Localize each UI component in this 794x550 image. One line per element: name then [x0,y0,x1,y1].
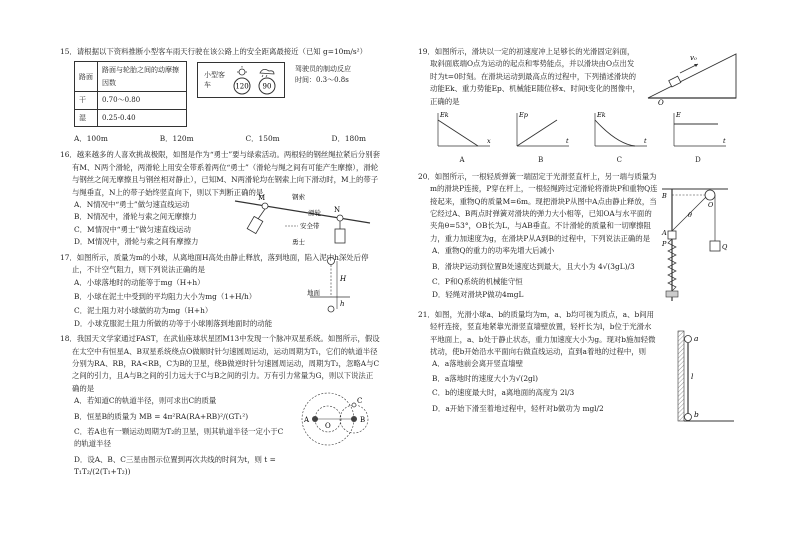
option-d: D．M情况中，滑轮与索之间有摩擦力 [74,237,199,247]
question-stem: 15．请根据以下资料推断小型客车雨天行驶在该公路上的安全距离最接近（已知 g=10m/s²） [60,47,368,56]
question-stem: 19．如图所示，滑块以一定的初速度冲上足够长的光滑固定斜面，取斜面底端O点为运动的起点和零势能点，并以滑块由O点出发时为t=0时刻。在滑块运动到最高点的过程中，下列描述滑块的动能Ek、重力势能Ep、机械能E随位移x、时间t变化的图像中，正确的是 [418,47,640,106]
question-stem: 17．如图所示，质量为m的小球，从离地面H高处由静止释放，落到地面，陷入泥中h深处后停止，不计空气阻力，则下列说法正确的是 [60,252,369,275]
rain-icon [260,70,274,78]
graph-x-label: t [644,137,647,146]
option-d: D．180m [331,134,366,144]
option-c: C．b的速度最大时，a离地面的高度为 2l/3 [432,388,575,398]
question-15 [60,46,380,145]
graph-y-label: E [675,111,681,120]
option-a: A．100m [74,134,108,144]
label-b: B [360,416,366,425]
question-stem: 20．如图所示，一根轻质弹簧一端固定于光滑竖直杆上，另一端与质量为m的滑块P连接，P穿在杆上，一根轻绳跨过定滑轮将滑块P和重物Q连接起来，重物Q的质量M=6m。现把滑块P从图中A点由静止释放，当它经过A、B两点时弹簧对滑块的弹力大小相等，已知OA与水平面的夹角θ=53°，OB长为L，与AB垂直。不计滑轮的质量和一切摩擦阻力，重力加速度为g，在滑块P从A到B的过程中，下列说法正确的是 [418,171,658,243]
sun-icon [237,66,247,75]
question-21 [418,309,738,427]
question-stem: 21．如图，光滑小球a、b的质量均为m，a、b均可视为质点，a、b间用轻杆连接，竖直地紧靠光滑竖直墙壁放置，轻杆长为l，b位于光滑水平地面上，a、b处于静止状态，重力加速度大小为g。现对b施加轻微扰动，使b开始沿水平面向右做直线运动，直到a着地的过程中，则 [418,309,656,357]
option-c: C．若A也有一颗运动周期为T₂的卫星，则其轨道半径一定小于C的轨道半径 [74,426,284,449]
graph-y-label: Ek [597,111,606,120]
option-d: D．a开始下滑至着地过程中，轻杆对b做功为 mgl/2 [432,403,604,413]
question-17 [60,252,380,330]
graph-option: B [538,156,544,165]
label-b: B [662,191,667,200]
graph-option: D [695,156,701,165]
label-m: M [258,194,266,203]
option-b: B．小球在泥土中受到的平均阻力大小为mg（1+H/h） [74,291,257,301]
graph-x-label: t [722,137,726,146]
option-a: A．N情况中“勇士”做匀速直线运动 [74,200,190,210]
label-l: l [691,371,694,381]
option-c: C．泥土阻力对小球做的功为mg（H+h） [74,306,213,316]
option-a: A．重物Q的重力的功率先增大后减小 [432,246,555,256]
table-header: 路面与轮胎之间的动摩擦因数 [98,62,187,92]
option-d: D．设A、B、C三星由图示位置到再次共线的时间为t，则 t = T₁T₂/(2(T₁+T₂)) [74,454,276,477]
right-column [418,46,738,430]
left-column [60,46,380,482]
option-b: B．滑块P运动到位置B处速度达到最大，且大小为 4√(3gL)/3 [432,261,635,271]
speed-limit-icons [230,65,278,95]
binary-star-diagram [290,385,380,455]
option-a: A．小球落地时的动能等于mg（H+h） [74,277,205,287]
option-c: C．P和Q系统的机械能守恒 [432,277,523,287]
graph-d [666,110,730,167]
sign-vehicle-text: 小型客车 [204,71,225,90]
graph-y-label: Ek [440,111,449,120]
question-20 [418,171,738,305]
label-a: A [662,228,667,237]
label-a: a [694,333,699,343]
label-q: Q [722,242,728,251]
options-row [60,133,380,145]
option-a: A．a落地前会离开竖直墙壁 [432,359,524,369]
label-a: A [304,416,310,425]
table-cell: 湿 [75,109,98,126]
label-h-lower: h [340,299,345,308]
table-cell: 干 [75,92,98,109]
label-o: O [658,99,664,106]
graph-a [430,110,494,167]
option-b: B．N情况中，滑轮与索之间无摩擦力 [74,212,197,222]
question-stem: 16．越来越多的人喜欢挑战极限，如图是作为“勇士”要与绿索活动。两根轻的钢丝绳拉紧后分别套有M、N两个滑轮，两滑轮上用安全带系着两位“勇士”（滑轮与绳之间有可能产生摩擦），滑轮与钢丝之间无摩擦且与钢丝相对静止），已知M、N两滑轮均在钢索上向下滑动时，M上的带子与绳垂直，N上的带子始终竖直向下，则以下判断正确的是 [60,150,380,197]
speed-limit-dry: 120 [235,82,249,91]
label-c: C [357,397,363,406]
incline-diagram [640,46,738,106]
graph-option: C [616,156,622,165]
speed-sign [197,62,285,98]
graph-b [509,110,573,167]
option-d: D．小球克服泥土阻力所做的功等于小球刚落到地面时的动能 [74,318,273,328]
label-hero: 勇士 [292,238,305,247]
label-belt: 安全带 [300,222,320,231]
graph-c [587,110,651,167]
friction-table [74,61,187,127]
label-cable: 钢索 [292,193,305,202]
table-header: 路面 [75,62,98,92]
option-c: C．150m [245,134,280,144]
graph-x-label: x [487,137,491,146]
option-d: D．轻绳对滑块P做功4mgL [432,289,524,299]
speed-limit-wet: 90 [262,82,272,91]
label-n: N [334,206,341,215]
option-b: B．120m [159,134,194,144]
label-b: b [694,409,699,419]
graph-x-label: t [565,137,569,146]
pulley-spring-diagram [658,185,738,305]
label-h-upper: H [340,274,347,283]
option-b: B．a落地时的速度大小为√(2gl) [432,373,539,383]
option-b: B．恒星B的质量为 MB = 4π²RA(RA+RB)²/(GT₁²) [74,411,249,421]
answer-graphs [430,110,730,167]
reaction-time-note: 驾驶员的制动反应时间：0.3～0.8s [295,65,351,84]
question-stem: 18．我国天文学家通过FAST，在武仙座球状星团M13中发现一个脉冲双星系统。如图所示，假设在太空中有恒星A、B双星系统绕点O做顺时针匀速圆周运动，运动周期为T₁，它们的轨道半径分别为RA、RB，RA<RB，C为B的卫星，绕B做逆时针匀速圆周运动，周期为T₂，忽略A与C之间的引力，且A与B之间的引力远大于C与B之间的引力。万有引力常量为G，则以下说法正确的是 [60,334,380,393]
label-o: O [325,422,331,431]
question-16 [60,149,380,248]
wall-rod-diagram [658,327,738,427]
option-c: C．M情况中“勇士”做匀速直线运动 [74,224,191,234]
falling-ball-diagram [305,255,365,317]
label-ground: 地面 [307,288,320,297]
label-theta: θ [688,210,692,219]
question-18 [60,333,380,478]
option-a: A．若知道C的轨道半径，则可求出C的质量 [74,396,217,406]
graph-y-label: Ep [518,111,528,120]
graph-option: A [459,156,465,165]
label-v0: v₀ [690,54,697,62]
table-cell: 0.25-0.40 [98,109,187,126]
cable-diagram [230,193,375,247]
label-pulley: 滑轮 [308,209,321,218]
label-p: P [662,239,667,248]
table-cell: 0.70～0.80 [98,92,187,109]
question-19 [418,46,738,167]
label-o: O [708,200,714,209]
